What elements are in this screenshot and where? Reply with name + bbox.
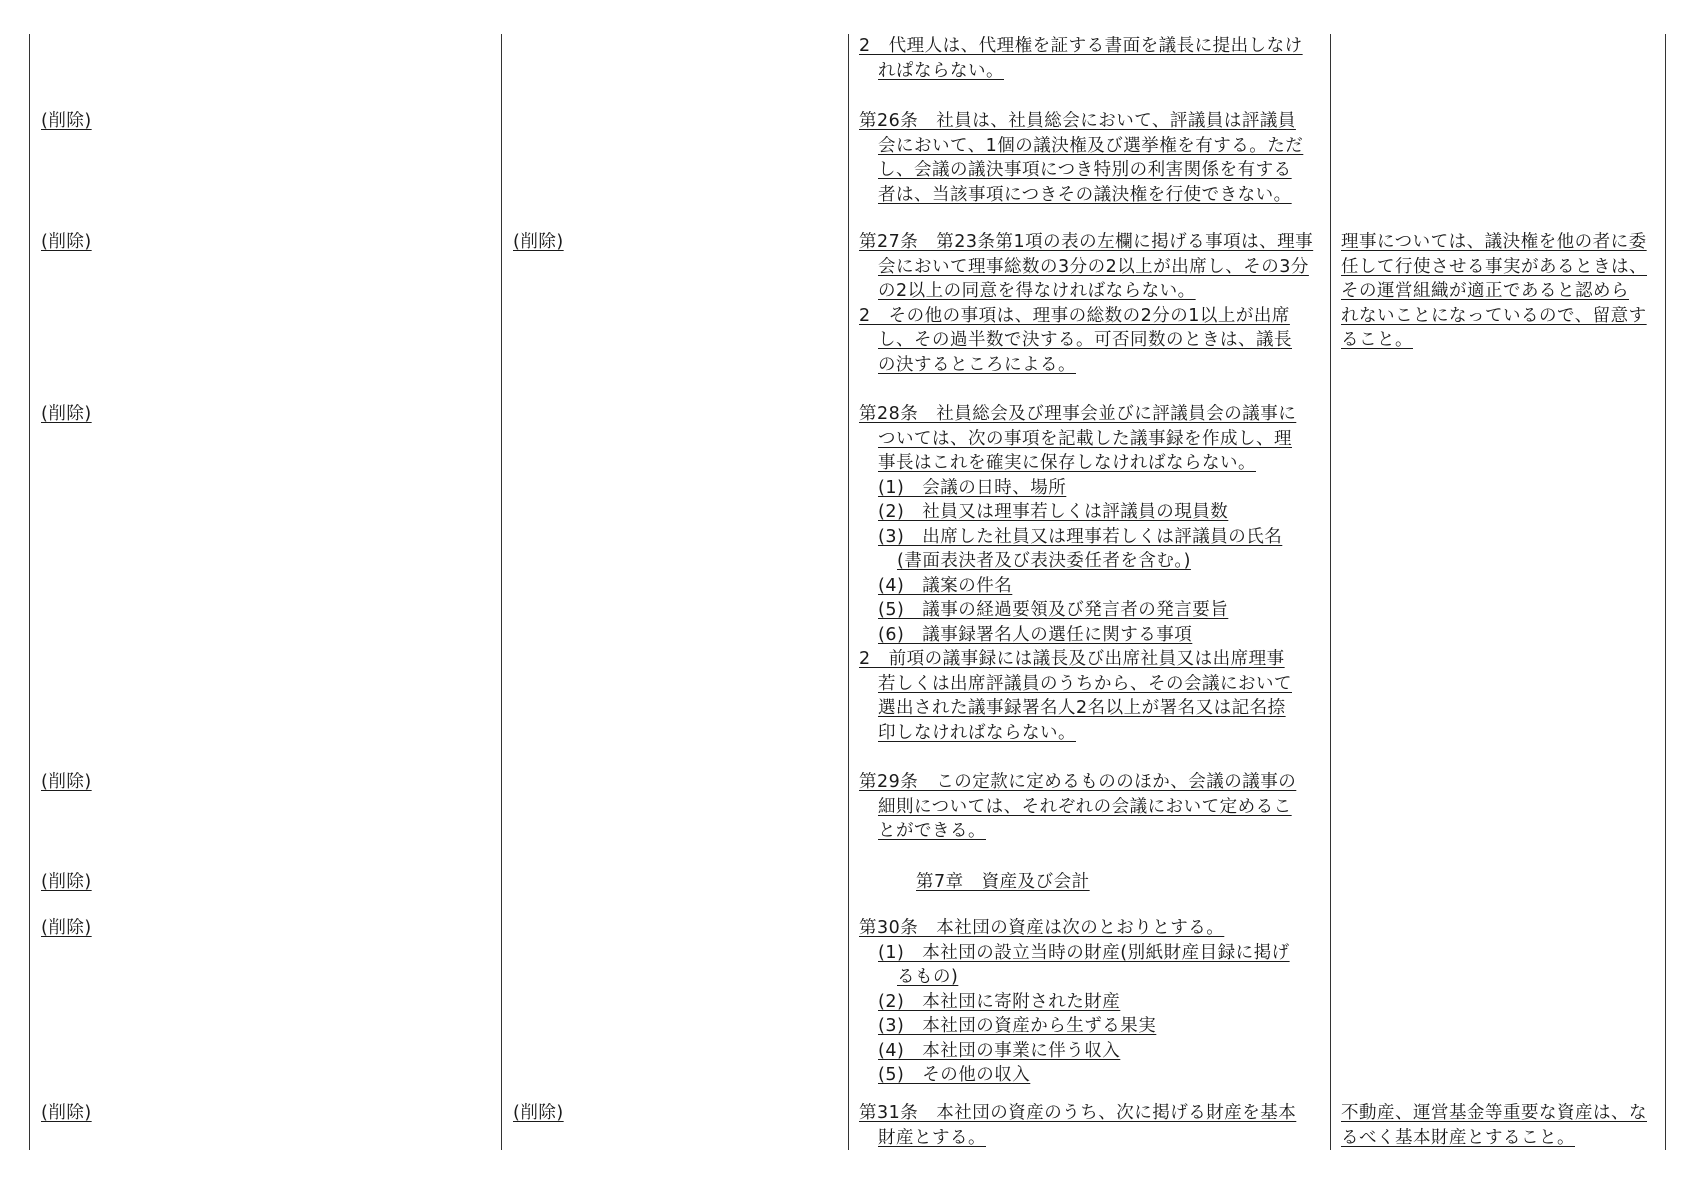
text-line: 第28条 社員総会及び理事会並びに評議員会の議事に — [859, 404, 1297, 424]
deleted-note: (削除) — [513, 1103, 564, 1123]
text-line: 理事については、議決権を他の者に委 — [1341, 232, 1647, 252]
deleted-note: (削除) — [41, 872, 92, 892]
text-line: 2 代理人は、代理権を証する書面を議長に提出しなけ — [859, 36, 1303, 56]
text-line: ること。 — [1341, 330, 1413, 350]
text-line: (4) 議案の件名 — [878, 575, 1013, 596]
article-28 — [859, 402, 1317, 745]
text-line: 第31条 本社団の資産のうち、次に掲げる財産を基本 — [859, 1103, 1297, 1123]
text-line: (2) 社員又は理事若しくは評議員の現員数 — [878, 502, 1229, 522]
deleted-note: (削除) — [513, 232, 564, 252]
remark-27 — [1341, 230, 1657, 353]
text-line: 選出された議事録署名人2名以上が署名又は記名捺 — [878, 698, 1286, 718]
text-line: 不動産、運営基金等重要な資産は、な — [1341, 1103, 1647, 1123]
text-line: (1) 会議の日時、場所 — [878, 477, 1067, 498]
remark-31 — [1341, 1101, 1657, 1150]
text-line: (5) 議事の経過要領及び発言者の発言要旨 — [878, 600, 1229, 620]
article-text — [859, 34, 1317, 83]
text-line: 第26条 社員は、社員総会において、評議員は評議員 — [859, 111, 1296, 131]
text-line: 若しくは出席評議員のうちから、その会議において — [878, 673, 1292, 694]
text-line: 者は、当該事項につきその議決権を行使できない。 — [878, 184, 1292, 205]
text-line: (5) その他の収入 — [878, 1065, 1031, 1085]
text-line: 会において、1個の議決権及び選挙権を有する。ただ — [878, 135, 1304, 156]
text-line: (4) 本社団の事業に伴う収入 — [878, 1040, 1121, 1061]
text-line: れないことになっているので、留意す — [1341, 305, 1647, 326]
text-line: の決するところによる。 — [878, 354, 1076, 375]
text-line: の2以上の同意を得なければならない。 — [878, 281, 1196, 301]
chapter-heading — [859, 870, 1317, 895]
text-line: 第7章 資産及び会計 — [916, 872, 1090, 892]
text-line: 第27条 第23条第1項の表の左欄に掲げる事項は、理事 — [859, 232, 1314, 252]
text-line: (6) 議事録署名人の選任に関する事項 — [878, 624, 1193, 645]
deleted-note: (削除) — [41, 232, 92, 252]
text-line: 2 前項の議事録には議長及び出席社員又は出席理事 — [859, 649, 1285, 669]
text-line: るもの) — [897, 967, 959, 987]
article-30 — [859, 916, 1317, 1088]
text-line: 財産とする。 — [878, 1127, 986, 1148]
text-line: (3) 出席した社員又は理事若しくは評議員の氏名 — [878, 526, 1283, 547]
deleted-note: (削除) — [41, 404, 92, 424]
column-divider — [29, 34, 30, 1150]
text-line: 任して行使させる事実があるときは、 — [1341, 256, 1647, 277]
deleted-note: (削除) — [41, 111, 92, 131]
text-line: (1) 本社団の設立当時の財産(別紙財産目録に掲げ — [878, 942, 1290, 963]
deleted-note: (削除) — [41, 1103, 92, 1123]
text-line: ついては、次の事項を記載した議事録を作成し、理 — [878, 428, 1292, 449]
article-31 — [859, 1101, 1317, 1150]
article-29 — [859, 770, 1317, 844]
text-line: れぱならない。 — [878, 60, 1004, 81]
column-divider — [848, 34, 849, 1150]
text-line: 会において理事総数の3分の2以上が出席し、その3分 — [878, 256, 1309, 277]
column-divider — [1665, 34, 1666, 1150]
text-line: (書面表決者及び表決委任者を含む。) — [897, 551, 1191, 571]
text-line: るべく基本財産とすること。 — [1341, 1127, 1575, 1148]
text-line: (3) 本社団の資産から生ずる果実 — [878, 1016, 1157, 1036]
column-divider — [1330, 34, 1331, 1150]
text-line: 事長はこれを確実に保存しなければならない。 — [878, 453, 1256, 473]
deleted-note: (削除) — [41, 918, 92, 938]
text-line: 印しなければならない。 — [878, 722, 1076, 743]
article-27 — [859, 230, 1317, 377]
text-line: し、会議の議決事項につき特別の利害関係を有する — [878, 160, 1292, 180]
text-line: とができる。 — [878, 821, 986, 841]
column-divider — [501, 34, 502, 1150]
text-line: 第30条 本社団の資産は次のとおりとする。 — [859, 918, 1225, 938]
text-line: 2 その他の事項は、理事の総数の2分の1以上が出席 — [859, 305, 1290, 326]
text-line: 細則については、それぞれの会議において定めるこ — [878, 796, 1292, 817]
text-line: その運営組織が適正であると認めら — [1341, 281, 1629, 301]
deleted-note: (削除) — [41, 772, 92, 792]
article-26 — [859, 109, 1317, 207]
text-line: 第29条 この定款に定めるもののほか、会議の議事の — [859, 772, 1297, 792]
text-line: し、その過半数で決する。可否同数のときは、議長 — [878, 330, 1292, 350]
text-line: (2) 本社団に寄附された財産 — [878, 991, 1121, 1012]
